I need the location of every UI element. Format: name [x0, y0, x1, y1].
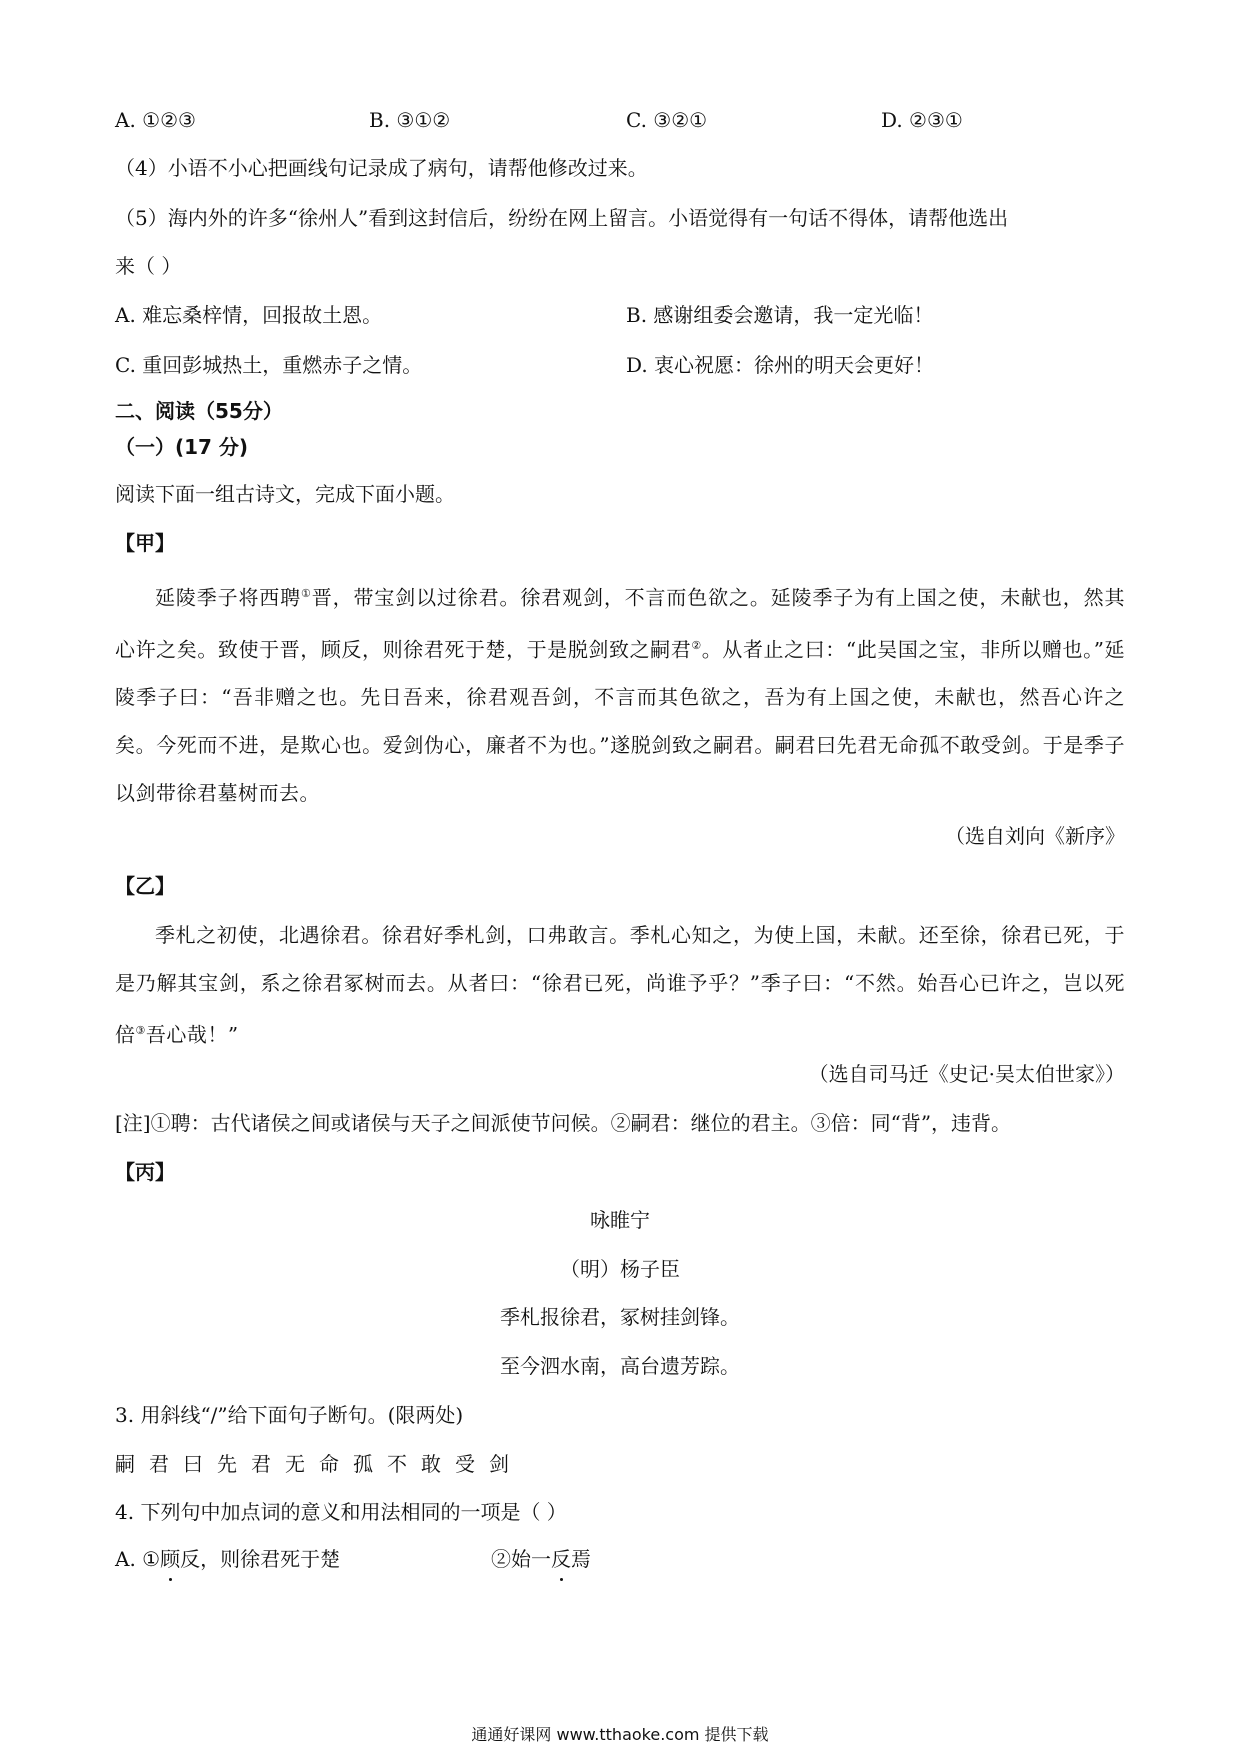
question-5-text-line1: （5）海内外的许多“徐州人”看到这封信后，纷纷在网上留言。小语觉得有一句话不得体，请帮他选出: [115, 206, 1009, 230]
q4b-a-rest: 反，则徐君死于楚: [180, 1547, 341, 1571]
notes: [注]①聘：古代诸侯之间或诸侯与天子之间派使节问候。②嗣君：继位的君主。③倍：同“背”，违背。: [115, 1111, 1012, 1135]
q4b-b-prefix: ②始一: [491, 1547, 551, 1571]
passage-yi-part1: 季札之初使，北遇徐君。徐君好季札剑，口弗敢言。季札心知之，为使上国，未献。还至徐，徐君已死，于是乃解其宝剑，系之徐君冢树而去。从者曰：“徐君已死，尚谁予乎？”季子曰：“不然。始吾心已许之，岂以死倍: [115, 923, 1125, 1047]
dotted-word-1: 顾: [160, 1547, 181, 1571]
question-3-sentence: 嗣君曰先君无命孤不敢受剑: [115, 1452, 523, 1476]
footnote-marker-2: ②: [691, 638, 702, 652]
subsection-title: （一）(17 分): [115, 435, 249, 459]
passage-jia-part2: 晋，带宝剑以过徐君。徐君观剑，不言而色欲之。延陵季子为有上国之使，未献也，然其心许之矣。致使于晋，顾反，则徐君死于楚，于是脱剑致之嗣君: [115, 585, 1125, 662]
label-bing: 【丙】: [115, 1160, 175, 1184]
question-4b-text: 4. 下列句中加点词的意义和用法相同的一项是（ ）: [115, 1500, 567, 1524]
passage-yi: [115, 911, 1125, 1059]
poem-author: （明）杨子臣: [560, 1257, 680, 1281]
poem-line-1: 季札报徐君，冢树挂剑锋。: [500, 1305, 740, 1329]
poem-line-2: 至今泗水南，高台遗芳踪。: [500, 1354, 740, 1378]
passage-jia-part1: 延陵季子将西聘: [155, 585, 302, 610]
instruction: 阅读下面一组古诗文，完成下面小题。: [115, 482, 455, 506]
source-jia: （选自刘向《新序》: [945, 824, 1125, 848]
q4b-option-a-item2: [491, 1545, 591, 1573]
poem-title: 咏睢宁: [590, 1208, 650, 1232]
footnote-marker-3: ③: [135, 1024, 146, 1037]
q4b-b-rest: 焉: [571, 1547, 591, 1571]
q4b-a-prefix: A. ①: [115, 1547, 161, 1571]
source-yi: （选自司马迁《史记·吴太伯世家》）: [808, 1062, 1125, 1086]
footnote-marker-1: ①: [301, 587, 312, 600]
passage-jia: [115, 570, 1125, 817]
question-4-text: （4）小语不小心把画线句记录成了病句，请帮他修改过来。: [115, 156, 648, 180]
q5-option-b: B. 感谢组委会邀请，我一定光临！: [626, 303, 934, 327]
question-3-text: 3. 用斜线“/”给下面句子断句。(限两处): [115, 1403, 464, 1427]
q5-option-a: A. 难忘桑梓情，回报故土恩。: [115, 303, 383, 327]
q4b-option-a-item1: [115, 1545, 340, 1573]
option-d: D. ②③①: [881, 108, 963, 132]
question-5-text-line2: 来（ ）: [115, 254, 182, 278]
section-title: 二、阅读（55分）: [115, 399, 283, 423]
q5-option-d: D. 衷心祝愿：徐州的明天会更好！: [626, 353, 935, 377]
passage-yi-part2: 吾心哉！”: [145, 1022, 239, 1047]
label-yi: 【乙】: [115, 874, 175, 898]
page-footer: 通通好课网 www.tthaoke.com 提供下载: [471, 1725, 769, 1744]
option-c: C. ③②①: [626, 108, 708, 132]
dotted-word-2: 反: [551, 1547, 571, 1571]
q5-option-c: C. 重回彭城热土，重燃赤子之情。: [115, 353, 423, 377]
label-jia: 【甲】: [115, 531, 175, 555]
option-a: A. ①②③: [115, 108, 196, 132]
option-b: B. ③①②: [369, 108, 451, 132]
passage-jia-part3: 。从者止之曰：“此吴国之宝，非所以赠也。”延陵季子曰：“吾非赠之也。先日吾来，徐君观吾剑，不言而其色欲之，吾为有上国之使，未献也，然吾心许之矣。今死而不进，是欺心也。爱剑伪心，廉者不为也。”遂脱剑致之嗣君。嗣君曰先君无命孤不敢受剑。于是季子以剑带徐君墓树而去。: [115, 637, 1125, 806]
